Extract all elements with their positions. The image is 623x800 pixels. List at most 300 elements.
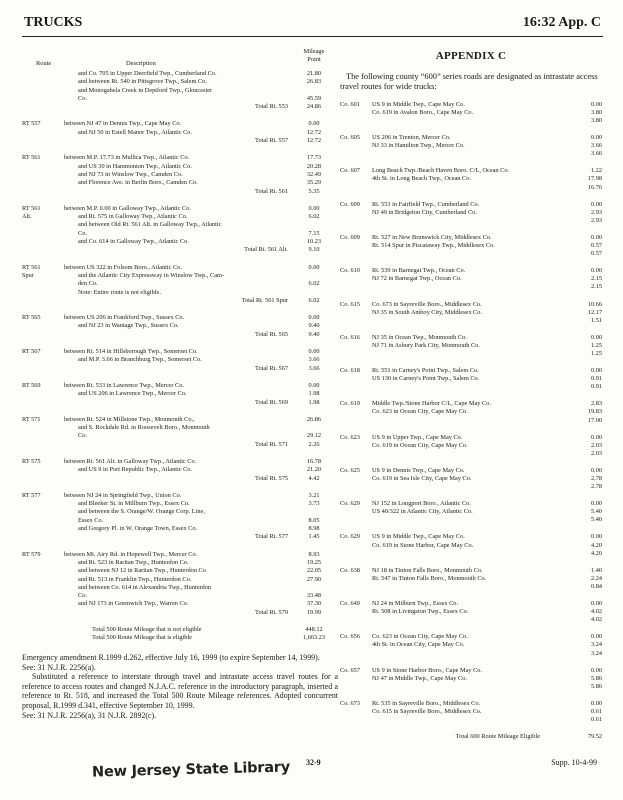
mileage-cell: 0.00: [308, 381, 320, 389]
entry-description: [372, 134, 560, 158]
mileage-value: 0.91: [590, 375, 602, 383]
route-cell: [22, 508, 64, 516]
mileage-value: 2.15: [590, 283, 602, 291]
mileage-cell: 1.98: [308, 390, 320, 398]
route-cell: RT 567: [22, 348, 41, 356]
route-cell: RT 561: [22, 263, 41, 271]
entry-description: [372, 467, 560, 491]
route-cell: [22, 163, 64, 171]
mileage-value: 1.25: [590, 341, 602, 349]
description-line: NJ 33 in Hamilton Twp., Mercer Co.: [372, 142, 465, 150]
appendix-entry: [340, 234, 602, 258]
table-body: [22, 70, 334, 643]
entry-mileage: [560, 367, 602, 391]
mileage-cell: [294, 87, 334, 95]
mileage-value: 3.24: [590, 649, 602, 657]
table-row: [22, 441, 334, 449]
mileage-cell: 6.02: [308, 280, 320, 288]
table-row: [22, 390, 334, 398]
route-cell: [22, 238, 64, 246]
amendment-notes: [22, 653, 338, 720]
county-road-label: Co. 607: [340, 167, 360, 175]
description-cell: Total Rt. 561: [255, 187, 288, 195]
description-cell: Total Rt. 553: [255, 103, 288, 111]
mileage-cell: 0.00: [308, 120, 320, 128]
description-line: Rt. 527 in New Brunswick City, Middlesex Co.: [372, 233, 492, 241]
route-cell: RT 569: [22, 381, 41, 389]
mileage-value: 2.93: [590, 208, 602, 216]
route-cell: [22, 466, 64, 474]
mileage-value: 0.00: [590, 633, 602, 641]
route-cell: [22, 525, 64, 533]
description-cell: Total Rt. 577: [255, 533, 288, 541]
description-cell: Essex Co.: [78, 516, 104, 524]
table-row: [22, 475, 334, 483]
supplement-date: Supp. 10-4-99: [551, 758, 597, 767]
route-cell: [22, 424, 64, 432]
county-road-label: Co. 673: [340, 699, 360, 707]
appendix-title: APPENDIX C: [435, 50, 507, 62]
table-row: [22, 154, 334, 162]
appendix-entry: [340, 434, 602, 458]
county-road-label: Co. 615: [340, 300, 360, 308]
description-cell: and Co. 705 in Upper Deerfield Twp., Cumberland Co.: [78, 70, 217, 77]
entry-mileage: [560, 101, 602, 125]
description-cell: between M.P. 0.00 in Galloway Twp., Atlantic Co.: [64, 204, 191, 212]
route-cell: [22, 137, 64, 145]
description-cell: and US 206 in Lawrence Twp., Mercer Co.: [78, 390, 187, 398]
mileage-value: 0.00: [590, 367, 602, 375]
entry-description: [372, 301, 560, 325]
table-row: [22, 432, 334, 440]
mileage-value: 2.78: [590, 483, 602, 491]
mileage-cell: 20.28: [306, 162, 322, 170]
entry-mileage: [560, 700, 602, 724]
description-line: NJ 71 in Asbury Park City, Monmouth Co.: [372, 341, 480, 349]
route-block: [22, 458, 334, 483]
table-row: [22, 103, 334, 111]
description-cell: and S. Rockdale Rd. in Roosevelt Boro., Monmouth: [78, 424, 210, 432]
table-row: [22, 399, 334, 407]
mileage-value: 0.00: [590, 433, 602, 441]
mileage-cell: 6.02: [308, 213, 320, 221]
entry-description: [372, 167, 560, 191]
mileage-cell: 5.35: [308, 187, 320, 195]
mileage-column-header: Mileage Point: [303, 48, 325, 63]
entry-description: [372, 267, 560, 291]
table-row: [22, 205, 334, 213]
entry-mileage: [560, 234, 602, 258]
mileage-cell: 1.98: [308, 398, 320, 406]
table-row: [22, 634, 334, 642]
mileage-value: 5.86: [590, 682, 602, 690]
description-line: US 9 in Upper Twp., Cape May Co.: [372, 433, 463, 441]
mileage-value: 0.61: [590, 716, 602, 724]
table-row: [22, 517, 334, 525]
description-cell: and between Co. 614 in Alexandria Twp., Hunterdon: [78, 583, 212, 591]
mileage-cell: 33.48: [306, 592, 322, 600]
route-cell: Spur: [22, 271, 34, 279]
entry-description: [372, 500, 560, 524]
route-block: [22, 492, 334, 542]
note-paragraph: See: 31 N.J.R. 2256(a).: [22, 662, 96, 672]
description-cell: and M.P. 3.66 in Branchburg Twp., Somerset Co.: [78, 356, 202, 364]
table-row: [22, 382, 334, 390]
mileage-cell: 29.12: [306, 432, 322, 440]
mileage-value: 12.17: [587, 308, 602, 316]
mileage-cell: 3.21: [308, 491, 320, 499]
table-row: [22, 272, 334, 280]
entry-mileage: [560, 434, 602, 458]
table-row: [22, 525, 334, 533]
route-block: [22, 70, 334, 111]
description-cell: and Gregory Pl. in W. Orange Town, Essex Co.: [78, 525, 198, 533]
mileage-value: 0.00: [590, 699, 602, 707]
mileage-cell: 21.80: [306, 70, 322, 77]
description-line: Rt. 551 in Carney's Point Twp., Salem Co.: [372, 367, 479, 375]
description-column-header: Description: [126, 60, 156, 67]
description-cell: Co.: [78, 592, 87, 600]
route-cell: [22, 188, 64, 196]
mileage-value: 3.80: [590, 108, 602, 116]
table-row: [22, 626, 334, 634]
description-cell: Total Rt. 561 Spur: [241, 296, 288, 304]
county-road-label: Co. 629: [340, 500, 360, 508]
note-paragraph: Emergency amendment R.1999 d.262, effective July 16, 1999 (to expire September 14, 1999).: [22, 653, 320, 662]
county-road-label: Co. 610: [340, 267, 360, 275]
entry-description: [372, 334, 560, 358]
route-cell: [22, 475, 64, 483]
description-line: Rt. 508 in Livingston Twp., Essex Co.: [372, 608, 469, 616]
route-cell: RT 577: [22, 491, 41, 499]
appendix-entry: [340, 467, 602, 491]
route-cell: [22, 356, 64, 364]
table-row: [22, 500, 334, 508]
appendix-entry: [340, 201, 602, 225]
description-line: Co. 619 in Ocean City, Cape May Co.: [372, 441, 468, 449]
mileage-cell: 8.93: [308, 550, 320, 558]
appendix-intro: The following county “600” series roads are designated as intrastate access travel routes for wide trucks:: [340, 72, 598, 92]
entry-description: [372, 700, 560, 724]
description-line: Rt. 547 in Tinton Falls Boro., Monmouth Co.: [372, 574, 487, 582]
description-line: Co. 619 in Sea Isle City, Cape May Co.: [372, 475, 472, 482]
description-cell: between Rt. 514 in Hillsborough Twp., Somerset Co.: [64, 348, 198, 356]
route-cell: [22, 331, 64, 339]
route-cell: [22, 567, 64, 575]
mileage-cell: 19.99: [306, 608, 322, 616]
entry-description: [372, 633, 560, 657]
description-cell: Total Rt. 571: [255, 440, 288, 448]
table-row: [22, 95, 334, 103]
table-row: [22, 533, 334, 541]
route-cell: [22, 517, 64, 525]
mileage-value: 10.66: [587, 300, 602, 308]
route-block: [22, 416, 334, 449]
table-row: [22, 567, 334, 575]
mileage-value: 0.57: [590, 250, 602, 258]
appendix-entry: [340, 134, 602, 158]
route-cell: RT 579: [22, 550, 41, 558]
mileage-cell: 21.20: [306, 466, 322, 474]
page-number: 32-9: [306, 758, 321, 767]
entry-description: [372, 533, 560, 557]
route-cell: [22, 626, 64, 634]
mileage-cell: 2.26: [308, 440, 320, 448]
mileage-cell: [294, 584, 334, 592]
route-cell: [22, 179, 64, 187]
route-cell: RT 571: [22, 415, 41, 423]
table-row: [22, 289, 334, 297]
route-cell: [22, 559, 64, 567]
table-row: [22, 179, 334, 187]
mileage-value: 19.83: [587, 408, 602, 416]
route-cell: [22, 129, 64, 137]
county-road-label: Co. 601: [340, 100, 360, 108]
mileage-value: 16.76: [587, 183, 602, 191]
description-cell: and Rt. 575 in Galloway Twp., Atlantic Co.: [78, 213, 188, 221]
mileage-cell: [294, 221, 334, 229]
mileage-cell: 16.78: [306, 457, 322, 465]
description-line: US 130 in Carney's Point Twp., Salem Co.: [372, 375, 480, 383]
appendix-entry: [340, 301, 602, 325]
county-road-label: Co. 657: [340, 666, 360, 674]
description-line: NJ 24 in Milburn Twp., Essex Co.: [372, 600, 459, 608]
description-cell: and Rt. 513 in Franklin Twp., Hunterdon Co.: [78, 575, 192, 583]
mileage-value: 2.93: [590, 216, 602, 224]
description-line: US 9 in Stone Harbor Boro., Cape May Co.: [372, 666, 483, 674]
route-mileage-table: [22, 44, 334, 652]
description-line: NJ 35 in Ocean Twp., Monmouth Co.: [372, 333, 467, 341]
entry-description: [372, 667, 560, 691]
route-block: [22, 382, 334, 407]
route-cell: [22, 432, 64, 440]
route-cell: [22, 399, 64, 407]
mileage-cell: 8.98: [308, 525, 320, 533]
mileage-value: 4.20: [590, 549, 602, 557]
entry-mileage: [560, 201, 602, 225]
description-cell: Total Rt. 561 Alt.: [244, 246, 288, 254]
mileage-value: 2.03: [590, 441, 602, 449]
route-cell: [22, 365, 64, 373]
mileage-value: 1.51: [590, 316, 602, 324]
mileage-cell: [294, 289, 334, 297]
route-cell: [22, 322, 64, 330]
mileage-value: 2.24: [590, 574, 602, 582]
table-row: [22, 584, 334, 592]
mileage-cell: 3.66: [308, 364, 320, 372]
description-line: Middle Twp./Stone Harbor C/L, Cape May Co.: [372, 400, 491, 408]
description-cell: and between Rt. 540 in Pittsgrove Twp., Salem Co.: [78, 78, 207, 86]
route-cell: [22, 103, 64, 111]
description-cell: and Florence Ave. in Berlin Boro., Camden Co.: [78, 179, 198, 187]
note-paragraph: Substituted a reference to interstate through travel and intrastate access travel routes for a reference to access routes and changed N.J.A.C. reference in the introductory paragraph, inserted a reference to Rt. 518, and increased the Total 500 Route Mileage references. Adopted concurrent proposal, R.1999 d.341, effective September 10, 1999.: [22, 672, 338, 710]
route-cell: [22, 246, 64, 254]
county-road-label: Co. 618: [340, 367, 360, 375]
description-cell: and between NJ 12 in Raritan Twp., Hunterdon Co.: [78, 567, 208, 575]
table-row: [22, 559, 334, 567]
mileage-cell: 1.45: [308, 533, 320, 541]
appendix-entry: [340, 500, 602, 524]
description-line: US 40/322 in Atlantic City, Atlantic Co.: [372, 508, 473, 516]
mileage-cell: 32.49: [306, 170, 322, 178]
description-line: Co. 623 in Ocean City, Cape May Co.: [372, 633, 468, 641]
county-road-label: Co. 623: [340, 433, 360, 441]
route-cell: RT 561: [22, 204, 41, 212]
mileage-value: 1.40: [590, 566, 602, 574]
description-cell: Co.: [78, 94, 87, 102]
county-road-label: Co. 629: [340, 533, 360, 541]
table-row: [22, 508, 334, 516]
description-cell: Total Rt. 557: [255, 137, 288, 145]
route-cell: [22, 87, 64, 95]
mileage-cell: 9.40: [308, 322, 320, 330]
entry-mileage: [560, 567, 602, 591]
table-row: [22, 188, 334, 196]
table-row: [22, 551, 334, 559]
route-cell: [22, 600, 64, 608]
mileage-value: 0.61: [590, 707, 602, 715]
description-cell: between US 206 in Frankford Twp., Sussex Co.: [64, 314, 185, 322]
description-cell: Total Rt. 569: [255, 398, 288, 406]
entry-description: [372, 400, 560, 424]
county-road-label: Co. 625: [340, 466, 360, 474]
mileage-cell: 24.86: [306, 103, 322, 111]
entry-description: [372, 201, 560, 225]
route-cell: [22, 634, 64, 642]
description-cell: and Bleeker St. in Millburn Twp., Essex Co.: [78, 500, 190, 508]
table-row: [22, 297, 334, 305]
table-row: [22, 137, 334, 145]
mileage-cell: 0.00: [308, 348, 320, 356]
mileage-cell: 6.02: [308, 296, 320, 304]
description-line: Co. 619 in Stone Harbor, Cape May Co.: [372, 541, 474, 549]
mileage-cell: 12.72: [306, 128, 322, 136]
mileage-cell: 0.00: [308, 314, 320, 322]
route-block: [22, 120, 334, 145]
description-line: NJ 72 in Barnegat Twp., Ocean Co.: [372, 275, 462, 283]
mileage-value: 0.00: [590, 333, 602, 341]
route-column-header: Route: [36, 60, 52, 67]
description-cell: Co.: [78, 432, 87, 440]
description-cell: and the Atlantic City Expressway in Winslow Twp., Cam-: [78, 271, 224, 279]
description-line: NJ 49 in Bridgeton City, Cumberland Co.: [372, 208, 477, 216]
county-road-label: Co. 609: [340, 233, 360, 241]
mileage-value: 1.25: [590, 349, 602, 357]
description-cell: Total 500 Route Mileage that is not eligible: [92, 626, 202, 634]
description-cell: Total Rt. 579: [255, 608, 288, 616]
description-line: US 9 in Middle Twp., Cape May Co.: [372, 533, 465, 541]
mileage-value: 3.24: [590, 641, 602, 649]
route-cell: [22, 584, 64, 592]
table-row: [22, 331, 334, 339]
route-cell: [22, 390, 64, 398]
description-cell: Total Rt. 567: [255, 364, 288, 372]
note-paragraph: See: 31 N.J.R. 2256(a), 31 N.J.R. 2892(c).: [22, 710, 157, 720]
description-line: US 9 in Dennis Twp., Cape May Co.: [372, 466, 465, 474]
mileage-value: 5.40: [590, 508, 602, 516]
description-cell: between NJ 47 in Dennis Twp., Cape May Co.: [64, 120, 182, 128]
table-row: [22, 221, 334, 229]
appendix-entry: [340, 400, 602, 424]
table-row: [22, 592, 334, 600]
library-stamp: New Jersey State Library: [91, 759, 291, 781]
description-cell: between Rt. 561 Alt. in Galloway Twp., Atlantic Co.: [64, 457, 197, 465]
route-block: [22, 205, 334, 255]
route-cell: [22, 171, 64, 179]
route-block: [22, 154, 334, 195]
mileage-cell: 0.00: [308, 204, 320, 212]
entry-mileage: [560, 500, 602, 524]
table-row: [22, 87, 334, 95]
appendix-entry: [340, 167, 602, 191]
mileage-cell: 26.83: [306, 78, 322, 86]
mileage-cell: 37.30: [306, 600, 322, 608]
entry-mileage: [560, 167, 602, 191]
description-line: US 9 in Middle Twp., Cape May Co.: [372, 100, 465, 108]
table-row: [22, 280, 334, 288]
route-cell: [22, 95, 64, 103]
entry-mileage: [560, 334, 602, 358]
mileage-cell: [294, 424, 334, 432]
appendix-entry: [340, 667, 602, 691]
mileage-cell: 1,663.23: [302, 634, 326, 642]
table-row: [22, 322, 334, 330]
entry-description: [372, 234, 560, 258]
mileage-value: 0.57: [590, 242, 602, 250]
description-cell: and Rt. 523 in Raritan Twp., Hunterdon Co.: [78, 558, 189, 566]
table-row: [22, 424, 334, 432]
mileage-value: 17.98: [587, 175, 602, 183]
appendix-entry: [340, 267, 602, 291]
table-row: [22, 576, 334, 584]
description-cell: between Rt. 533 in Lawrence Twp., Mercer Co.: [64, 381, 184, 389]
route-cell: [22, 70, 64, 78]
county-road-label: Co. 605: [340, 134, 360, 142]
mileage-value: 0.91: [590, 383, 602, 391]
entry-mileage: [560, 301, 602, 325]
mileage-value: 0.00: [590, 267, 602, 275]
mileage-value: 2.83: [590, 400, 602, 408]
description-cell: and between the S. Orange/W. Orange Corp. Line,: [78, 508, 205, 516]
mileage-value: 0.00: [590, 200, 602, 208]
mileage-cell: 0.00: [308, 263, 320, 271]
mileage-value: 0.00: [590, 233, 602, 241]
entry-description: [372, 600, 560, 624]
mileage-value: 3.80: [590, 117, 602, 124]
mileage-cell: [294, 508, 334, 516]
county-road-label: Co. 656: [340, 633, 360, 641]
description-cell: Total Rt. 565: [255, 330, 288, 338]
description-cell: and US 30 in Hammonton Twp., Atlantic Co.: [78, 162, 192, 170]
route-cell: RT 561: [22, 154, 41, 162]
mileage-value: 17.00: [587, 416, 602, 424]
route-cell: [22, 592, 64, 600]
mileage-cell: 3.66: [308, 356, 320, 364]
route-cell: [22, 297, 64, 305]
table-header: [22, 44, 334, 70]
county-road-label: Co. 649: [340, 600, 360, 608]
route-cell: [22, 78, 64, 86]
mileage-value: 0.84: [590, 582, 602, 590]
mileage-cell: 9.40: [308, 330, 320, 338]
route-cell: RT 565: [22, 314, 41, 322]
description-line: US 206 in Trenton, Mercer Co.: [372, 134, 451, 142]
entry-mileage: [560, 667, 602, 691]
mileage-value: 5.40: [590, 516, 602, 524]
mileage-value: 0.00: [590, 600, 602, 608]
route-block: [22, 264, 334, 305]
appendix-entry: [340, 367, 602, 391]
